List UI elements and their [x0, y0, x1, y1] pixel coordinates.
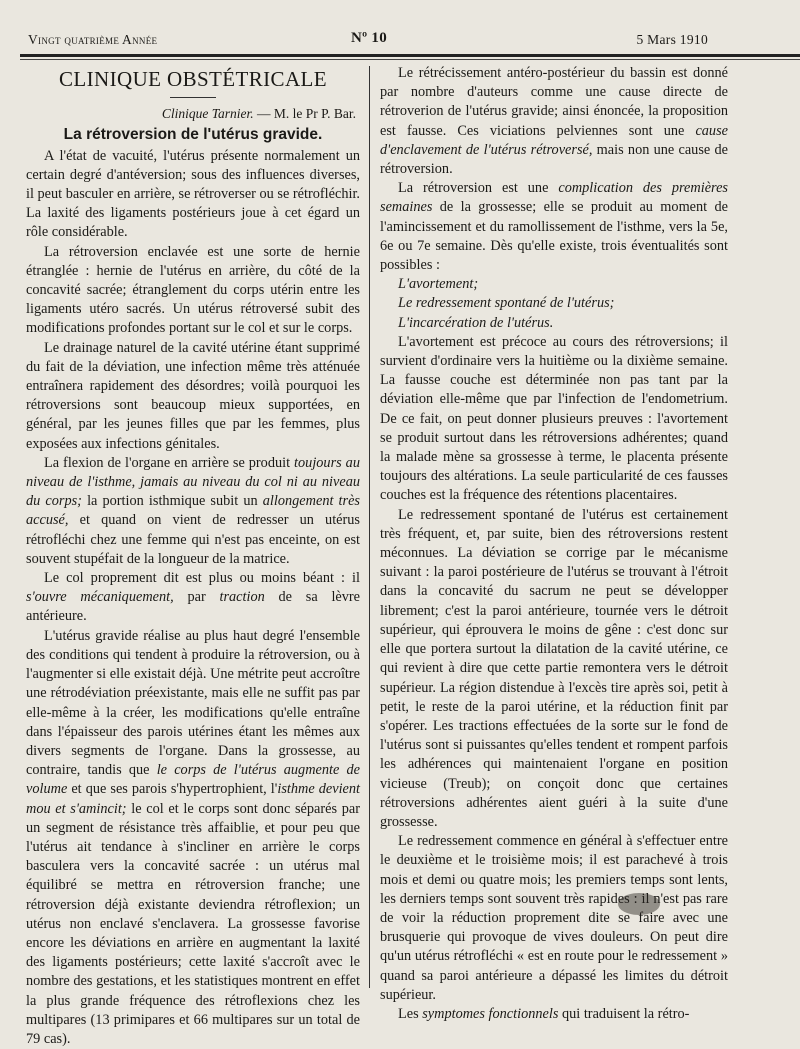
- column-divider: [369, 66, 370, 988]
- article-title: La rétroversion de l'utérus gravide.: [63, 126, 323, 144]
- running-header: [28, 30, 708, 50]
- paragraph: Le redressement commence en général à s'effectuer entre le deuxième et le troisième mois; il est parachevé à trois mois et demi ou quatre mois; les premiers temps sont lents, les derniers temps sont souvent très rapides : il n'est pas rare de voir la réduction proprement dite se faire avec une brusquerie qui provoque de vives douleurs. On peut dire qu'un utérus rétrofléchi « est en route pour le redressement » quand sa paroi antérieure a dépassé les limites du détroit supérieur.: [380, 833, 728, 1003]
- emphasis: allongement très accusé,: [26, 493, 361, 529]
- paragraph: Le drainage naturel de la cavité utérine étant supprimé du fait de la déviation, une infection même très atténuée entraînera rapidement des désordres; voilà pourquoi les rétroversions sont beaucoup mieux supportées, en général, par les jeunes filles que par les femmes, plus exposées aux infections génitales.: [26, 339, 360, 452]
- text-run: la portion isthmique subit un: [81, 493, 263, 510]
- left-column: [26, 64, 360, 1049]
- text-run: qui traduisent la rétro-: [558, 1005, 690, 1022]
- list-item: L'avortement;: [398, 276, 479, 293]
- text-run: La rétroversion est une: [398, 180, 559, 197]
- section-rule: [170, 97, 216, 98]
- paragraph: [26, 569, 360, 627]
- byline-author: — M. le Pr P. Bar.: [253, 106, 356, 122]
- emphasis: isthme devient mou et s'amincit;: [26, 781, 361, 817]
- text-run: par: [173, 589, 220, 606]
- text-run: et que ses parois s'hypertrophient, l': [67, 781, 278, 798]
- emphasis: s'ouvre mécaniquement,: [26, 589, 174, 606]
- paragraph: L'avortement est précoce au cours des rétroversions; il survient d'ordinaire vers la huitième ou la dixième semaine. La fausse couche est déterminée non pas tant par la déviation elle-même que par l'infection de l'endometrium. De ce fait, on peut donner plusieurs preuves : l'avortement se produit surtout dans les rétroversions adhérentes; quand la malade mène sa grossesse à terme, le placenta présente toujours des altérations. La seule particularité de ces fausses couches est la fréquence des rétentions placentaires.: [380, 333, 728, 504]
- paragraph: [26, 454, 360, 569]
- list-item: L'incarcération de l'utérus.: [398, 314, 554, 331]
- emphasis: cause d'enclavement de l'utérus rétroversé,: [380, 122, 728, 158]
- paragraph: Le redressement spontané de l'utérus est certainement très fréquent, et, par suite, bien des rétroversions restent méconnues. La déviation se corrige par le mécanisme suivant : la paroi postérieure de l'utérus se trouvant à l'étroit dans la concavité du sacrum ne peut se développer librement; c'est la paroi antérieure, tournée vers le détroit supérieur, qui éprouvera le moins de gêne : c'est donc sur elle que portera surtout la dilatation de la cavité utérine, ce qui revient à dire que cette partie remontera vers le détroit supérieur. La région distendue à l'excès tire après soi, petit à petit, le reste de la paroi utérine, et la réduction finit par s'opérer. Les tractions effectuées de la sorte sur le fond de l'utérus sont si puissantes qu'elles tendent et rompent parfois les adhérences qui maintenaient l'organe en position vicieuse (Treub); on conçoit donc que certaines rétroversions adhérentes aient guéri à la suite d'une grossesse.: [380, 506, 728, 830]
- text-run: Le rétrécissement antéro-postérieur du bassin est donné par nombre d'auteurs comme une cause directe de rétroverion de l'utérus gravide; ainsi énoncée, la proposition est fausse. Ces viciations pelviennes sont une: [380, 65, 728, 139]
- text-run: L'utérus gravide réalise au plus haut degré l'ensemble des conditions qui tendent à produire la rétroversion, ou à l'augmenter si elle existait déjà. Une métrite peut accroître une rétrodéviation préexistante, mais elle ne suffit pas par elle-même à la créer, les modifications qu'elle entraîne dans l'épaisseur des parois utérines étant les mêmes aux divers segments de l'organe. Dans la grossesse, au contraire, tandis que: [26, 627, 360, 779]
- emphasis: le corps de l'utérus augmente de volume: [26, 762, 361, 798]
- paragraph: [380, 1005, 728, 1024]
- emphasis: traction: [219, 589, 265, 606]
- text-run: mais non une cause de rétroversion.: [380, 141, 728, 178]
- ink-stain: [618, 893, 660, 915]
- emphasis: symptomes fonctionnels: [422, 1005, 559, 1022]
- paragraph: [380, 179, 728, 275]
- right-column: [380, 64, 728, 1024]
- text-run: Les: [398, 1005, 423, 1022]
- emphasis: toujours au niveau de l'isthme, jamais au niveau du col ni au niveau du corps;: [26, 454, 360, 510]
- header-issue-number: Nº 10: [351, 30, 388, 46]
- header-rule-thick: [20, 54, 800, 57]
- paragraph: A l'état de vacuité, l'utérus présente normalement un certain degré d'antéversion; sous des influences diverses, il peut basculer en arrière, se rétroverser ou se rétrofléchir. La laxité des ligaments postérieurs joue à cet égard un rôle considérable.: [26, 147, 360, 241]
- header-year: Vingt quatrième Année: [28, 32, 158, 47]
- paragraph: La rétroversion enclavée est une sorte de hernie étranglée : hernie de l'utérus en arrière, du côté de la concavité sacrée; étranglement du corps utérin entre les ligaments utéro sacrés. Un utérus rétroversé subit des modifications profondes portant sur le col et sur le corps.: [26, 243, 360, 337]
- text-run: de la grossesse; elle se produit au moment de l'amincissement et du ramollissement de l'isthme, vers la 5e, 6e ou 7e semaine. Dès qu'elle existe, trois éventualités sont possibles :: [380, 199, 728, 274]
- header-rule-thin: [20, 59, 800, 60]
- text-run: et quand on vient de redresser un utérus rétrofléchi chez une femme qui n'est pas enceinte, on est souvent stupéfait de la longueur de la matrice.: [26, 512, 360, 567]
- header-date: 5 Mars 1910: [636, 32, 708, 47]
- list-item: Le redressement spontané de l'utérus;: [398, 295, 615, 312]
- text-run: le col et le corps sont donc séparés par un segment de résistance très affaiblie, et pour peu que l'utérus ait tendance à s'incliner en arrière le corps basculera vers la concavité sacrée : un utérus mal équilibré se mettra en rétroversion franche; une rétroversion déjà existante deviendra rétroflexion; un utérus non enclavé s'enclavera. La grossesse favorise encore les déviations en arrière en augmentant la laxité des ligaments postérieurs; cette laxité s'accroît avec le nombre des gestations, et les statistiques montrent en effet la plus grande fréquence des rétroflexions chez les multipares (13 primipares et 66 multipares sur un total de 79 cas).: [26, 800, 360, 1047]
- emphasis: complication des premières semaines: [380, 180, 728, 216]
- byline: [26, 104, 356, 123]
- paragraph: [380, 64, 728, 179]
- byline-clinic: Clinique Tarnier.: [161, 106, 254, 122]
- paragraph: [26, 627, 360, 1049]
- text-run: de sa lèvre antérieure.: [26, 589, 361, 625]
- text-run: La flexion de l'organe en arrière se produit: [44, 454, 295, 471]
- section-title: CLINIQUE OBSTÉTRICALE: [59, 67, 327, 91]
- text-run: Le col proprement dit est plus ou moins béant : il: [44, 570, 360, 587]
